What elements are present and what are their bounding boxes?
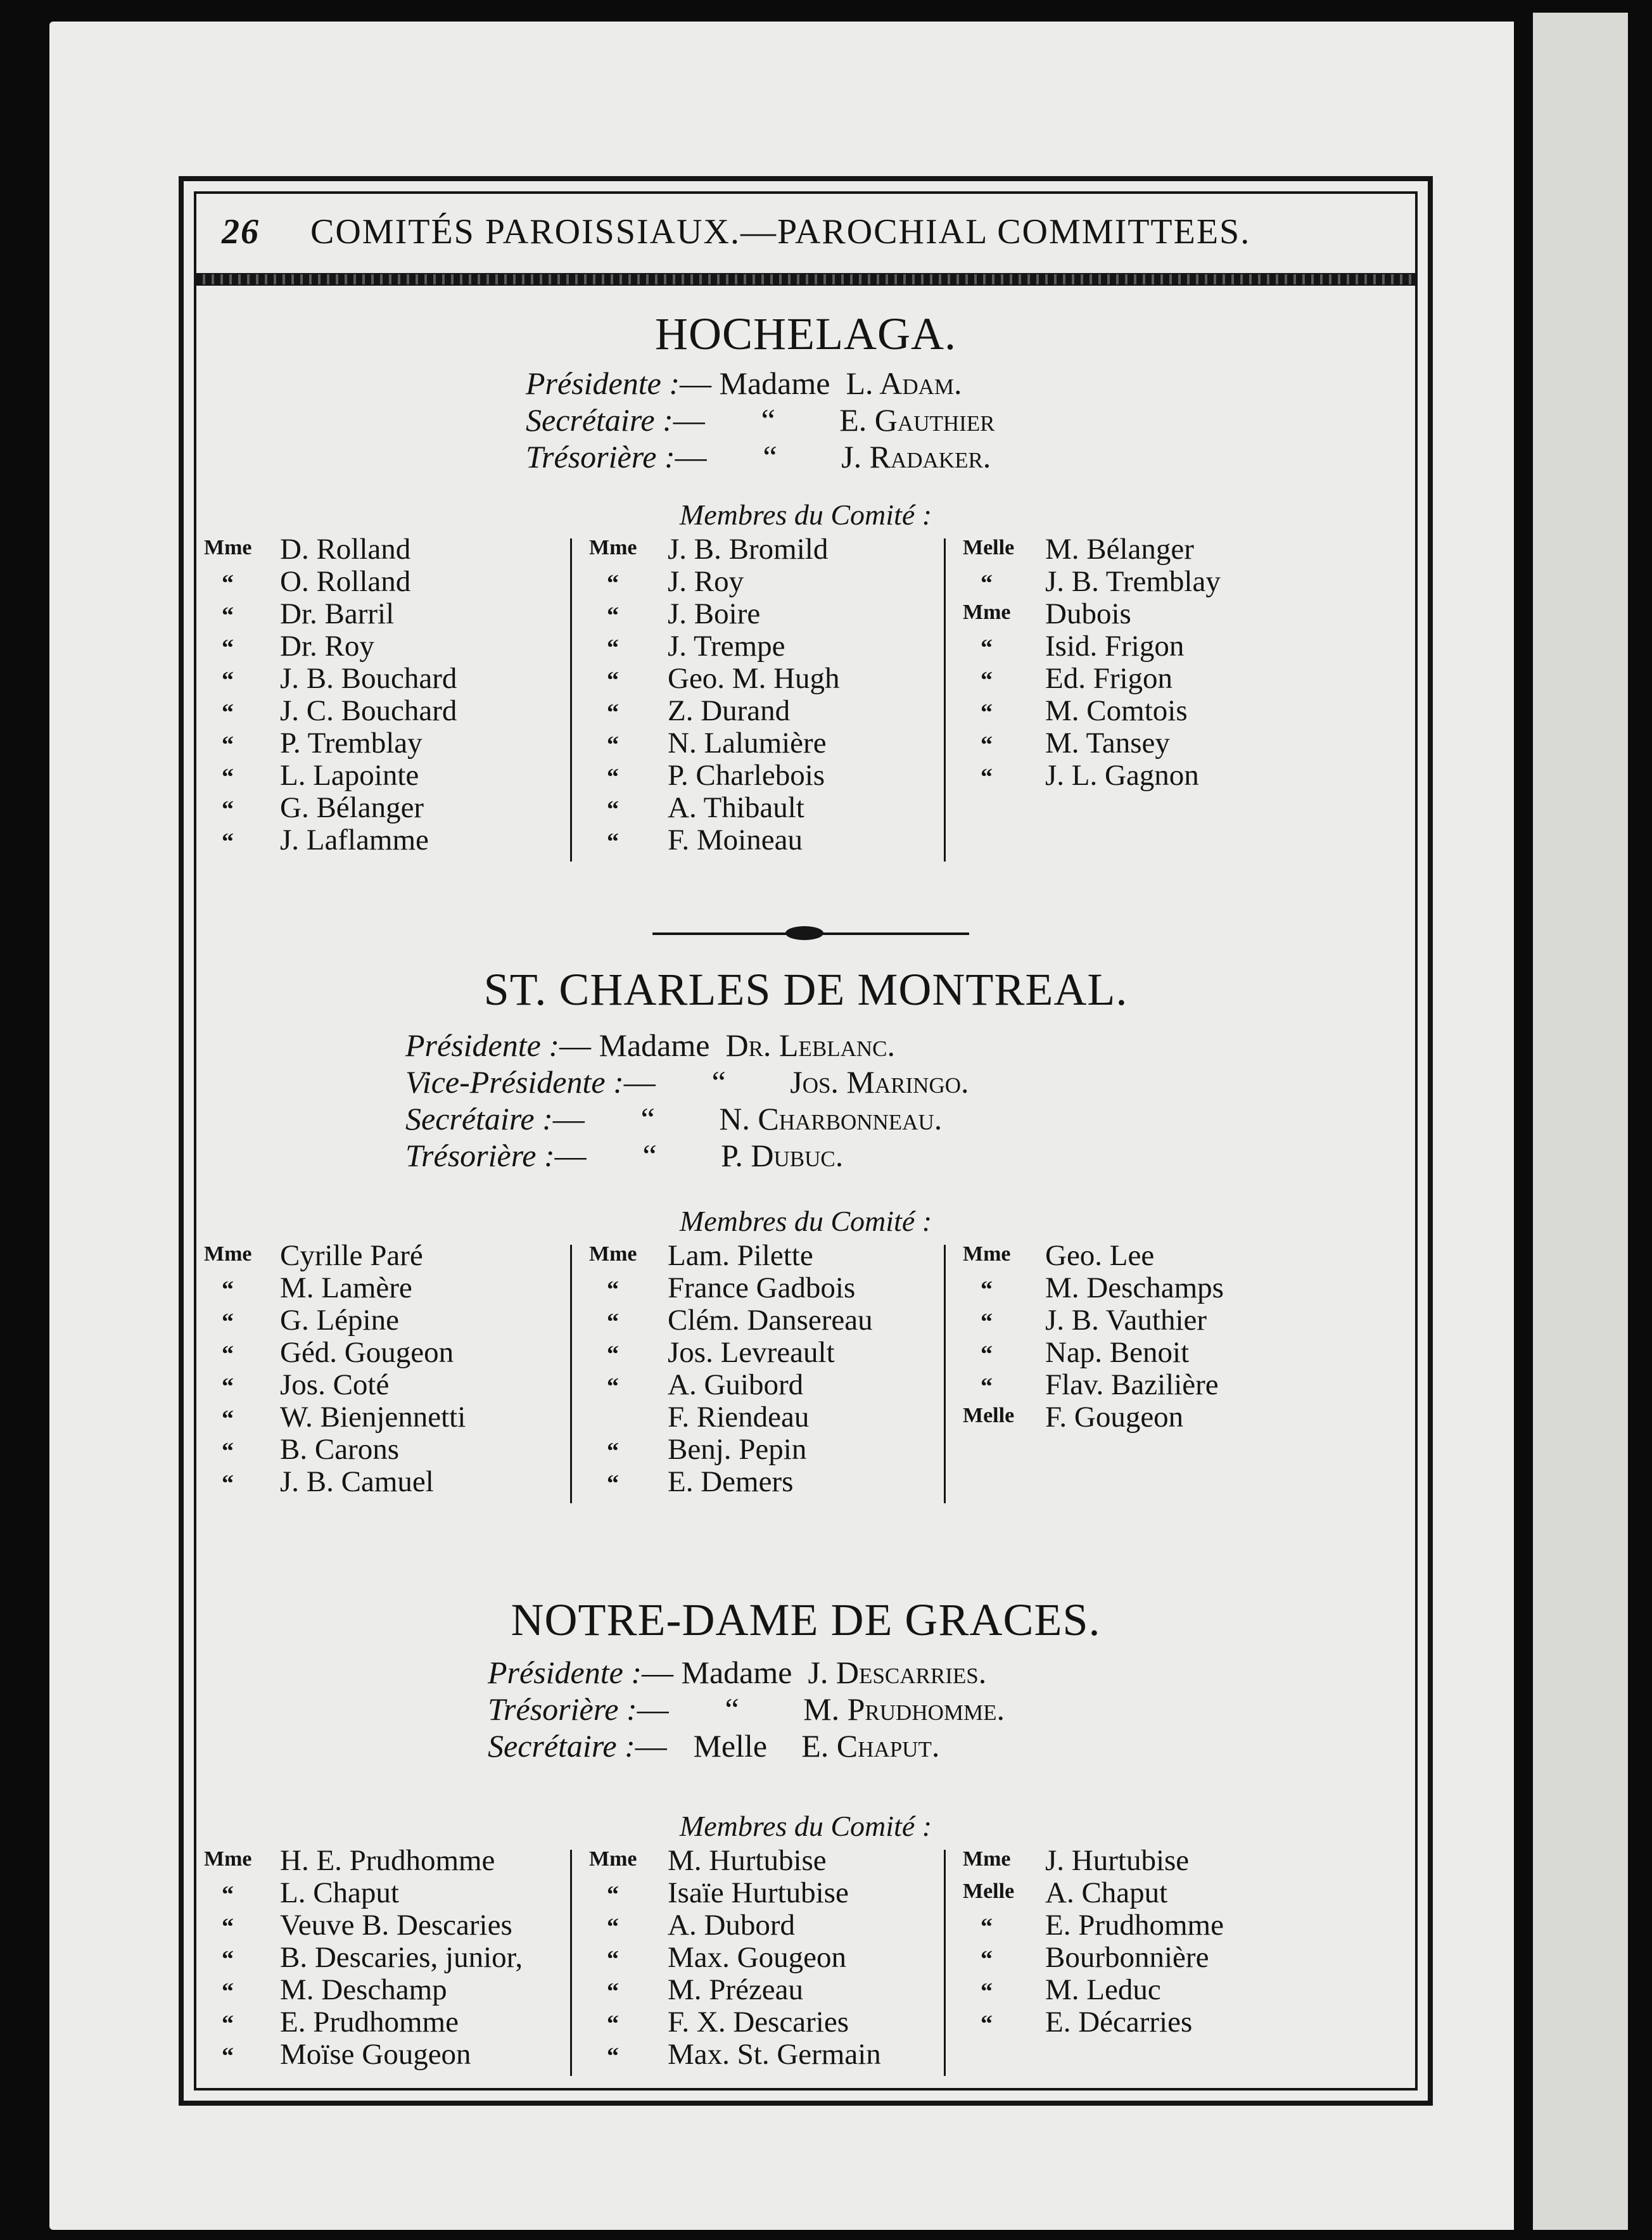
officer-name: J. Radaker. [833,439,991,474]
member-name: H. E. Prudhomme [280,1844,495,1877]
column-divider [570,1245,572,1503]
member-name: France Gadbois [668,1271,856,1304]
member-prefix: “ [607,2011,619,2037]
member-prefix: “ [222,1978,234,2005]
column-divider [944,1245,946,1503]
officer-line [488,1728,939,1764]
officer-title: “ [640,1101,655,1136]
member-prefix: Melle [963,1880,1015,1903]
member-name: E. Prudhomme [1045,1909,1224,1942]
officer-role: Trésorière : [488,1691,637,1727]
member-name: E. Décarries [1045,2006,1193,2039]
member-prefix: Mme [204,1242,252,1266]
member-name: M. Deschamp [280,1973,447,2006]
member-name: L. Lapointe [280,759,419,792]
officer-role: Présidente : [405,1028,559,1063]
member-name: W. Bienjennetti [280,1401,466,1434]
member-prefix: “ [222,1276,234,1303]
member-prefix: “ [222,1341,234,1368]
members-label: Membres du Comité : [679,1810,932,1842]
member-prefix: “ [222,667,234,694]
member-prefix: “ [607,602,619,629]
officer-role: Vice-Présidente : [405,1064,624,1100]
member-name: A. Guibord [668,1368,804,1401]
member-name: Jos. Levreault [668,1336,835,1369]
member-prefix: “ [222,1309,234,1335]
column-divider [570,1850,572,2076]
member-name: M. Comtois [1045,694,1188,727]
officer-name: E. Chaput. [793,1728,940,1764]
facing-page-edge [1533,13,1628,2230]
member-prefix: Mme [963,1847,1011,1871]
member-name: L. Chaput [280,1876,399,1909]
member-prefix: Mme [589,1847,637,1871]
member-name: M. Leduc [1045,1973,1161,2006]
member-name: J. Trempe [668,630,785,663]
officer-line [526,402,995,438]
member-prefix: “ [222,2011,234,2037]
member-prefix: “ [222,796,234,823]
member-prefix: “ [607,570,619,597]
page-inner-border [194,191,1418,2090]
officer-role: Présidente : [526,366,680,401]
member-name: J. Hurtubise [1045,1844,1190,1877]
member-prefix: “ [222,1881,234,1908]
member-prefix: “ [607,1276,619,1303]
member-name: E. Prudhomme [280,2006,459,2039]
officer-title: “ [761,402,775,438]
member-prefix: “ [607,829,619,855]
member-name: J. C. Bouchard [280,694,457,727]
member-prefix: “ [981,635,993,661]
member-prefix: “ [607,1881,619,1908]
member-name: A. Chaput [1045,1876,1168,1909]
member-name: E. Demers [668,1465,794,1498]
member-name: Isid. Frigon [1045,630,1185,663]
member-name: G. Lépine [280,1304,399,1337]
section-title: NOTRE-DAME DE GRACES. [511,1594,1101,1645]
member-prefix: “ [222,1946,234,1973]
member-prefix: “ [981,1276,993,1303]
member-name: G. Bélanger [280,791,424,824]
member-prefix: Melle [963,536,1015,559]
member-prefix: “ [222,1373,234,1400]
member-name: D. Rolland [280,533,411,566]
member-prefix: “ [981,1946,993,1973]
officer-title: Madame [599,1028,710,1063]
member-prefix: “ [607,1341,619,1368]
member-prefix: “ [222,764,234,791]
officer-dash: — [679,366,711,401]
member-name: Z. Durand [668,694,791,727]
member-name: Benj. Pepin [668,1433,807,1466]
officer-dash: — [641,1655,673,1690]
officer-dash: — [637,1691,669,1727]
officer-line [488,1691,1005,1728]
officer-name: E. Gauthier [831,402,995,438]
member-name: Dr. Roy [280,630,374,663]
member-name: N. Lalumière [668,727,827,760]
member-prefix: “ [607,732,619,758]
officer-name: Dr. Leblanc. [717,1028,895,1063]
member-name: F. X. Descaries [668,2006,849,2039]
member-prefix: “ [222,570,234,597]
members-label: Membres du Comité : [679,1205,932,1237]
officer-name: P. Dubuc. [713,1138,844,1173]
page-number: 26 [222,212,260,251]
member-name: P. Tremblay [280,727,423,760]
officer-line [405,1100,942,1137]
member-name: Géd. Gougeon [280,1336,454,1369]
member-name: Jos. Coté [280,1368,390,1401]
running-head: COMITÉS PAROISSIAUX.—PAROCHIAL COMMITTEES. [310,212,1251,251]
member-name: Dr. Barril [280,597,395,630]
officer-title: “ [711,1064,726,1100]
member-prefix: “ [981,570,993,597]
member-name: M. Lamère [280,1271,412,1304]
member-prefix: “ [607,1373,619,1400]
member-name: M. Bélanger [1045,533,1194,566]
member-prefix: “ [222,732,234,758]
member-prefix: “ [222,635,234,661]
member-name: F. Moineau [668,824,803,856]
committee-section [196,964,1415,1597]
member-prefix: “ [607,1946,619,1973]
member-prefix: Mme [589,1242,637,1266]
member-name: J. B. Tremblay [1045,565,1221,598]
member-prefix: “ [981,1978,993,2005]
officer-dash: — [559,1028,591,1063]
member-name: B. Carons [280,1433,399,1466]
member-prefix: “ [222,1406,234,1432]
member-name: J. Roy [668,565,744,598]
member-name: Bourbonnière [1045,1941,1209,1974]
member-prefix: “ [607,667,619,694]
member-prefix: “ [607,635,619,661]
member-prefix: “ [607,1438,619,1465]
member-prefix: Mme [204,536,252,559]
member-name: J. Boire [668,597,761,630]
member-prefix: “ [607,1914,619,1940]
section-ornament [652,921,969,946]
officer-role: Secrétaire : [488,1728,635,1764]
officer-dash: — [623,1064,656,1100]
member-name: P. Charlebois [668,759,825,792]
header-rule [196,273,1415,286]
member-name: Clém. Dansereau [668,1304,873,1337]
member-prefix: “ [607,764,619,791]
member-prefix: “ [222,1470,234,1497]
committee-section [196,308,1415,941]
member-prefix: Mme [589,536,637,559]
officer-role: Trésorière : [526,439,675,474]
officer-role: Secrétaire : [405,1101,553,1136]
member-prefix: “ [981,1914,993,1940]
member-prefix: “ [981,764,993,791]
section-title: ST. CHARLES DE MONTREAL. [483,964,1128,1015]
officer-title: Madame [681,1655,792,1690]
officer-dash: — [554,1138,587,1173]
officer-title: “ [725,1691,739,1727]
officer-line [526,365,962,402]
officer-name: L. Adam. [837,366,962,401]
member-name: Geo. M. Hugh [668,662,840,695]
officer-title: Melle [693,1728,768,1764]
member-prefix: “ [222,699,234,726]
officer-dash: — [635,1728,667,1764]
member-name: M. Prézeau [668,1973,804,2006]
member-prefix: “ [607,1309,619,1335]
member-name: Lam. Pilette [668,1239,813,1272]
member-prefix: “ [607,796,619,823]
member-prefix: “ [981,732,993,758]
page-header [222,212,1390,269]
member-prefix: “ [981,2011,993,2037]
member-name: Veuve B. Descaries [280,1909,512,1942]
member-name: Dubois [1045,597,1131,630]
member-prefix: “ [981,1373,993,1400]
member-name: A. Thibault [668,791,804,824]
officer-dash: — [675,439,707,474]
member-prefix: “ [981,699,993,726]
member-name: J. B. Bromild [668,533,829,566]
member-prefix: “ [607,1978,619,2005]
member-prefix: “ [607,1470,619,1497]
officer-line [405,1027,895,1064]
member-prefix: “ [981,1341,993,1368]
member-name: M. Deschamps [1045,1271,1224,1304]
member-prefix: Melle [963,1404,1015,1427]
member-name: Moïse Gougeon [280,2038,471,2071]
member-prefix: “ [222,602,234,629]
officer-line [526,438,991,475]
page-frame [179,176,1433,2106]
member-name: Flav. Bazilière [1045,1368,1219,1401]
column-divider [944,538,946,862]
member-name: Max. Gougeon [668,1941,846,1974]
member-name: F. Riendeau [668,1401,810,1434]
member-name: M. Hurtubise [668,1844,827,1877]
column-divider [570,538,572,862]
officer-role: Présidente : [488,1655,642,1690]
member-prefix: Mme [204,1847,252,1871]
committee-section [196,1594,1415,2227]
member-prefix: “ [222,1438,234,1465]
member-name: Geo. Lee [1045,1239,1155,1272]
column-divider [944,1850,946,2076]
officer-name: Jos. Maringo. [782,1064,969,1100]
member-name: B. Descaries, junior, [280,1941,523,1974]
member-prefix: “ [222,2043,234,2070]
officer-line [405,1137,843,1174]
officer-title: Madame [719,366,830,401]
member-prefix: “ [981,667,993,694]
member-name: J. B. Bouchard [280,662,457,695]
member-prefix: “ [222,829,234,855]
member-name: Nap. Benoit [1045,1336,1190,1369]
member-name: M. Tansey [1045,727,1170,760]
member-prefix: Mme [963,1242,1011,1266]
officer-dash: — [673,402,705,438]
member-name: A. Dubord [668,1909,796,1942]
officer-title: “ [642,1138,657,1173]
officer-title: “ [763,439,777,474]
officer-dash: — [552,1101,585,1136]
member-prefix: “ [607,2043,619,2070]
member-name: J. B. Camuel [280,1465,434,1498]
member-name: J. L. Gagnon [1045,759,1199,792]
member-name: J. Laflamme [280,824,429,856]
officer-name: N. Charbonneau. [711,1101,943,1136]
member-prefix: “ [981,1309,993,1335]
member-name: Isaïe Hurtubise [668,1876,849,1909]
member-prefix: Mme [963,601,1011,624]
members-label: Membres du Comité : [679,499,932,531]
member-name: F. Gougeon [1045,1401,1184,1434]
member-name: Ed. Frigon [1045,662,1173,695]
section-title: HOCHELAGA. [655,309,956,359]
ornament-center [785,926,823,940]
officer-name: J. Descarries. [799,1655,987,1690]
officer-line [488,1654,986,1691]
officer-name: M. Prudhomme. [795,1691,1005,1727]
officer-line [405,1064,969,1100]
member-name: O. Rolland [280,565,411,598]
member-prefix: “ [607,699,619,726]
member-name: Cyrille Paré [280,1239,423,1272]
member-prefix: “ [222,1914,234,1940]
member-name: Max. St. Germain [668,2038,881,2071]
member-name: J. B. Vauthier [1045,1304,1207,1337]
officer-role: Secrétaire : [526,402,673,438]
officer-role: Trésorière : [405,1138,555,1173]
